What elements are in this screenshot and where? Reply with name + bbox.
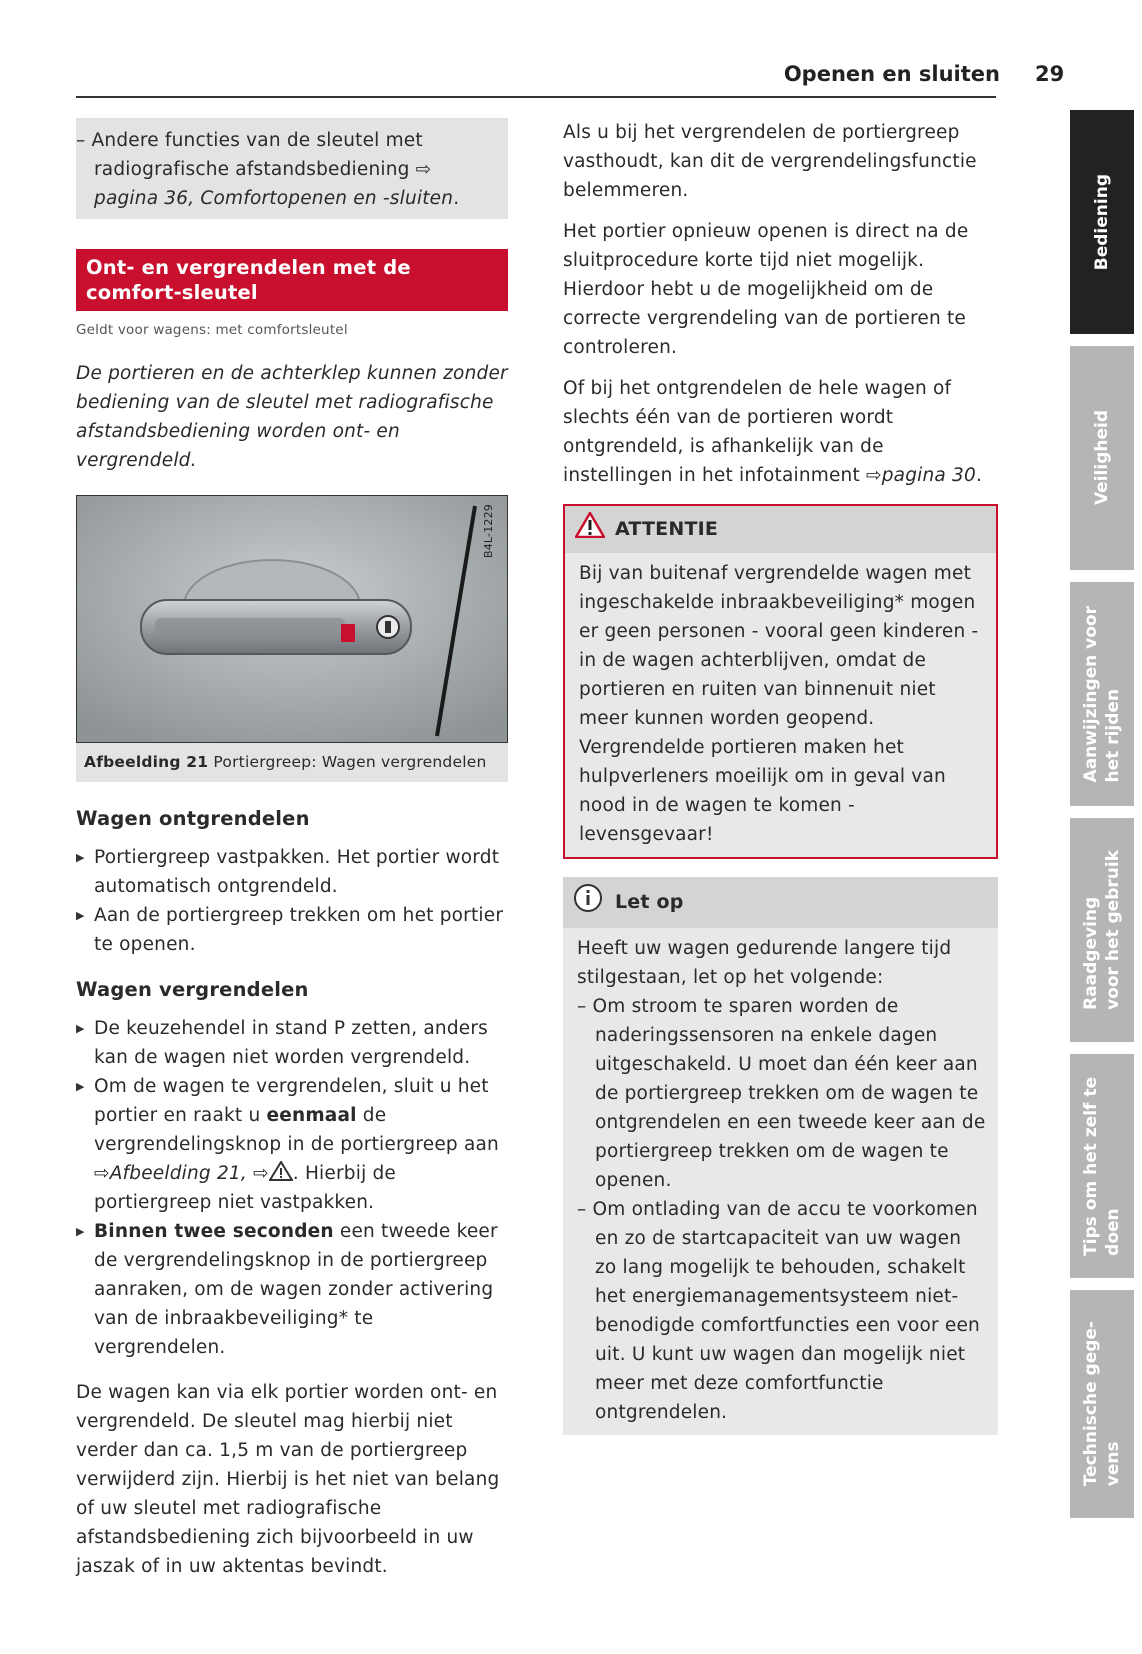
section-intro: De portieren en de achterklep kunnen zonder bediening van de sleutel met radiografische afstandsbediening worden ont- en vergrendeld.: [76, 363, 508, 471]
figure-caption-text: Portiergreep: Wagen vergrendelen: [213, 753, 487, 771]
info-icon: [573, 883, 603, 922]
tab-tips-zelf-doen[interactable]: [1070, 1054, 1134, 1278]
door-handle-illustration: [77, 496, 508, 742]
warning-header: [565, 506, 996, 553]
figure-code: B4L-1229: [482, 504, 495, 559]
paragraph-holding-handle: Als u bij het vergrendelen de portiergreep vasthoudt, kan dit de vergrendelingsfunctie belemmeren.: [563, 122, 977, 201]
bullet-icon: ▶: [76, 1080, 85, 1093]
note-text: Andere functies van de sleutel met radiografische afstandsbediening ⇨: [91, 130, 432, 180]
closing-paragraph: De wagen kan via elk portier worden ont- en vergrendeld. De sleutel mag hierbij niet verder dan ca. 1,5 m van de portiergreep verwijderd zijn. Hierbij is het niet van belang of uw sleutel met radiografische afstandsbediening zich bijvoorbeeld in uw jaszak of in uw aktentas bevindt.: [76, 1382, 500, 1577]
bullet-icon: ▶: [76, 1225, 85, 1238]
header-rule: [76, 96, 996, 98]
tab-label: Aanwijzingen voor het rijden: [1081, 605, 1123, 783]
note-body: [563, 928, 998, 1435]
paragraph-text: Of bij het ontgrendelen de hele wagen of slechts één van de portieren wordt ontgrendeld, is afhankelijk van de instellingen in het infotainment ⇨: [563, 378, 952, 486]
tab-label: Technische gege- vens: [1081, 1321, 1123, 1487]
note-header: [563, 877, 998, 928]
warning-title: ATTENTIE: [615, 518, 719, 540]
list-item-text: Om de wagen te vergrendelen, sluit u het portier en raakt u: [94, 1076, 489, 1126]
list-item-text: de vergrendelingsknop in de portiergreep aan ⇨: [94, 1105, 499, 1184]
running-header-title: Openen en sluiten: [783, 62, 1000, 86]
right-column: [563, 118, 998, 1435]
warning-box: [563, 504, 998, 859]
tab-label: Bediening: [1092, 173, 1112, 271]
tab-aanwijzingen-rijden[interactable]: [1070, 582, 1134, 806]
lock-steps: [76, 1014, 508, 1362]
note-title: Let op: [615, 891, 684, 913]
warning-triangle-icon: [575, 512, 605, 547]
lock-sensor: [341, 624, 355, 642]
list-item: [76, 843, 508, 901]
page-36-link[interactable]: pagina 36, Comfortopenen en -sluiten: [94, 188, 454, 209]
note-box: [563, 877, 998, 1435]
tab-label: Raadgeving voor het gebruik: [1081, 850, 1123, 1010]
paragraph-infotainment: [563, 374, 998, 490]
emphasis-once: eenmaal: [266, 1105, 357, 1126]
emphasis-two-seconds: Binnen twee seconden: [94, 1221, 334, 1242]
list-item-text: . Hierbij de portiergreep niet vastpakken.: [94, 1163, 397, 1213]
figure-21-link[interactable]: Afbeelding 21,: [109, 1163, 247, 1184]
bullet-icon: ▶: [76, 1022, 85, 1035]
list-item-text: De keuzehendel in stand P zetten, anders kan de wagen niet worden vergrendeld.: [94, 1018, 488, 1068]
figure-caption: [76, 743, 508, 782]
previous-section-note: [76, 118, 508, 219]
applies-to: Geldt voor wagens: met comfortsleutel: [76, 322, 348, 338]
left-column: [76, 118, 508, 1593]
tab-technische-gegevens[interactable]: [1070, 1290, 1134, 1518]
list-item-text: Aan de portiergreep trekken om het portier te openen.: [94, 905, 504, 955]
note-end: .: [453, 188, 460, 209]
note-item: – Om ontlading van de accu te voorkomen en zo de startcapaciteit van uw wagen zo lang mogelijk te behouden, schakelt het energiemanagementsysteem niet-benodigde comfortfuncties een voor een uit. U kunt uw wagen dan mogelijk niet meer met deze comfortfunctie ontgrendelen.: [577, 1199, 980, 1423]
tab-label: Tips om het zelf te doen: [1081, 1076, 1123, 1256]
list-item-text: Portiergreep vastpakken. Het portier wordt automatisch ontgrendeld.: [94, 847, 500, 897]
tab-bediening[interactable]: [1070, 110, 1134, 334]
list-item: [76, 1072, 508, 1217]
section-title: Ont- en vergrendelen met de comfort-sleutel: [76, 249, 508, 311]
tab-label: Veiligheid: [1092, 410, 1112, 506]
list-item: [76, 1217, 508, 1362]
page-30-link[interactable]: pagina 30: [881, 465, 976, 486]
tab-veiligheid[interactable]: [1070, 346, 1134, 570]
lock-heading: Wagen vergrendelen: [76, 978, 309, 1001]
paragraph-end: .: [975, 465, 983, 486]
dash: –: [76, 130, 86, 151]
note-item-text: Om stroom te sparen worden de naderingssensoren na enkele dagen uitgeschakeld. U moet dan één keer aan de portiergreep trekken om de wagen te ontgrendelen en een tweede keer aan de portiergreep trekken om de wagen te openen.: [592, 996, 986, 1191]
figure-door-handle: [76, 495, 508, 743]
warning-icon[interactable]: [269, 1163, 293, 1184]
bullet-icon: ▶: [76, 851, 85, 864]
bullet-icon: ▶: [76, 909, 85, 922]
unlock-steps: [76, 843, 508, 959]
list-item-text: ⇨: [246, 1163, 269, 1184]
paragraph-reopen: Het portier opnieuw openen is direct na de sluitprocedure korte tijd niet mogelijk. Hierdoor hebt u de mogelijkheid om de correcte vergrendeling van de portieren te controleren.: [563, 221, 969, 358]
list-item-text: een tweede keer de vergrendelingsknop in de portiergreep aanraken, om de wagen zonder activering van de inbraakbeveiliging* te vergrendelen.: [94, 1221, 498, 1358]
note-item: – Om stroom te sparen worden de naderingssensoren na enkele dagen uitgeschakeld. U moet dan één keer aan de portiergreep trekken om de wagen te ontgrendelen en een tweede keer aan de portiergreep trekken om de wagen te openen.: [577, 996, 986, 1191]
page-number: 29: [1035, 62, 1065, 86]
note-intro: Heeft uw wagen gedurende langere tijd stilgestaan, let op het volgende:: [577, 938, 952, 988]
list-item: [76, 901, 508, 959]
unlock-heading: Wagen ontgrendelen: [76, 807, 310, 830]
note-item-text: Om ontlading van de accu te voorkomen en zo de startcapaciteit van uw wagen zo lang mogelijk te behouden, schakelt het energiemanagementsysteem niet-benodigde comfortfuncties een voor een uit. U kunt uw wagen dan mogelijk niet meer met deze comfortfunctie ontgrendelen.: [592, 1199, 980, 1423]
figure-label: Afbeelding 21: [84, 753, 209, 771]
tab-raadgeving-gebruik[interactable]: [1070, 818, 1134, 1042]
warning-text: Bij van buitenaf vergrendelde wagen met ingeschakelde inbraakbeveiliging* mogen er geen personen - vooral geen kinderen - in de wagen achterblijven, omdat de portieren en ruiten van binnenuit niet meer kunnen worden geopend. Vergrendelde portieren maken het hulpverleners moeilijk om in geval van nood in de wagen te komen - levensgevaar!: [579, 563, 979, 845]
list-item: [76, 1014, 508, 1072]
